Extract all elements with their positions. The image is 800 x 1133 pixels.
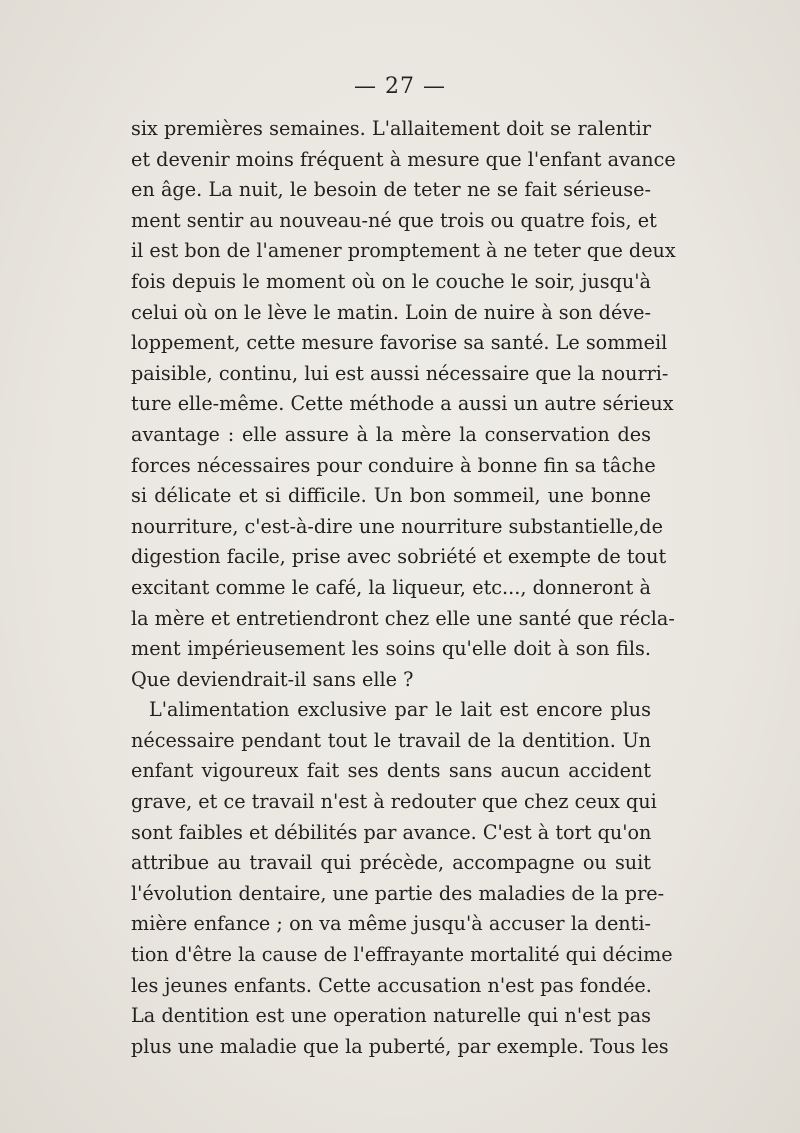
text-line: nourriture, c'est-à-dire une nourriture substantielle,de [131,514,663,538]
text-line: attribue au travail qui précède, accompagne ou suit [131,851,651,875]
text-line: et devenir moins fréquent à mesure que l'enfant avance [131,147,676,171]
text-line: tion d'être la cause de l'effrayante mortalité qui décime [131,943,673,967]
text-line: en âge. La nuit, le besoin de teter ne se fait sérieuse- [131,178,651,202]
text-line: forces nécessaires pour conduire à bonne fin sa tâche [131,453,656,477]
text-line: enfant vigoureux fait ses dents sans aucun accident [131,759,651,783]
text-line: digestion facile, prise avec sobriété et exempte de tout [131,545,667,569]
body-text [131,114,676,1062]
text-line: loppement, cette mesure favorise sa santé. Le sommeil [131,331,668,355]
text-line: sont faibles et débilités par avance. C'est à tort qu'on [131,820,652,844]
text-line: mière enfance ; on va même jusqu'à accuser la denti- [131,912,651,936]
text-line: si délicate et si difficile. Un bon sommeil, une bonne [131,484,651,508]
text-line: ment sentir au nouveau-né que trois ou quatre fois, et [131,208,657,232]
text-line: ture elle-même. Cette méthode a aussi un autre sérieux [131,392,674,416]
text-line: grave, et ce travail n'est à redouter que chez ceux qui [131,790,657,814]
text-line: celui où on le lève le matin. Loin de nuire à son déve- [131,300,651,324]
text-line: paisible, continu, lui est aussi nécessaire que la nourri- [131,361,669,385]
text-line: ment impérieusement les soins qu'elle doit à son fils. [131,637,651,661]
text-line: La dentition est une operation naturelle qui n'est pas [131,1004,651,1028]
text-line: les jeunes enfants. Cette accusation n'est pas fondée. [131,973,652,997]
text-line: avantage : elle assure à la mère la conservation des [131,422,651,446]
text-line: excitant comme le café, la liqueur, etc..., donneront à [131,575,651,599]
text-line: Que deviendrait-il sans elle ? [131,667,414,691]
text-line: six premières semaines. L'allaitement doit se ralentir [131,117,651,140]
text-line: fois depuis le moment où on le couche le soir, jusqu'à [131,269,651,293]
text-line: l'évolution dentaire, une partie des maladies de la pre- [131,881,665,905]
text-line: plus une maladie que la puberté, par exemple. Tous les [131,1034,669,1058]
text-line: il est bon de l'amener promptement à ne teter que deux [131,239,676,263]
page-number: — 27 — [354,74,446,99]
text-line: nécessaire pendant tout le travail de la dentition. Un [131,728,651,752]
text-line: L'alimentation exclusive par le lait est encore plus [149,698,651,722]
text-line: la mère et entretiendront chez elle une santé que récla- [131,606,675,630]
